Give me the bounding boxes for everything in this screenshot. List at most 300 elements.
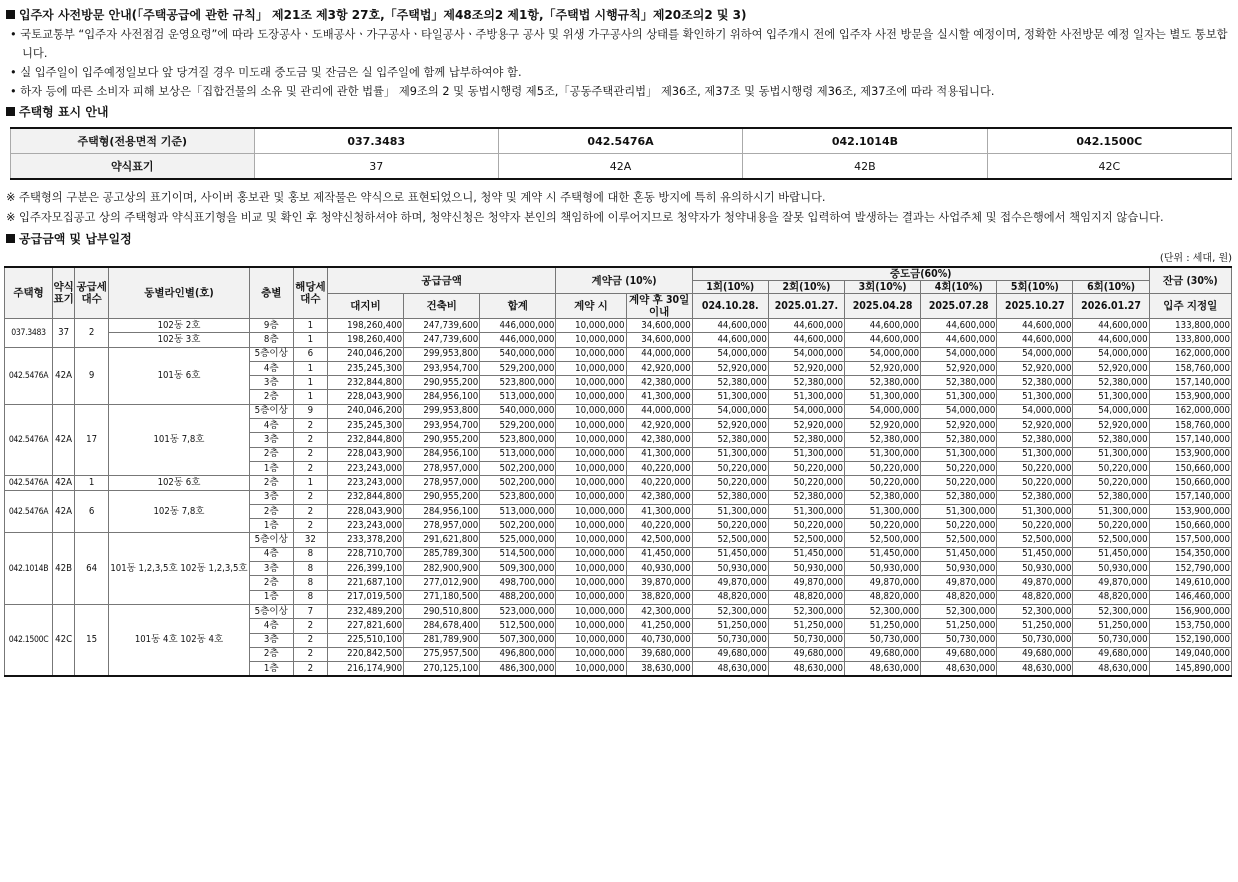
mid-payment-cell: 49,680,000 (1073, 647, 1149, 661)
table-row (5, 333, 1232, 347)
mid-payment-cell: 52,920,000 (997, 419, 1073, 433)
building-cost-cell: 247,739,600 (404, 319, 480, 333)
floor-cell: 9층 (249, 319, 293, 333)
floor-cell: 8층 (249, 333, 293, 347)
mid-payment-cell: 49,870,000 (845, 576, 921, 590)
units-cell: 8 (293, 576, 327, 590)
mid-payment-cell: 50,930,000 (1073, 562, 1149, 576)
col-mid-date-4: 2025.07.28 (921, 294, 997, 319)
building-cost-cell: 299,953,800 (404, 347, 480, 361)
abbr-cell: 42A (498, 154, 742, 180)
type-cell: 042.1014B (743, 128, 987, 154)
units-cell: 2 (293, 433, 327, 447)
mid-payment-cell: 50,220,000 (768, 476, 844, 490)
deposit-at-cell: 10,000,000 (556, 662, 626, 677)
abbr-cell: 42A (53, 476, 75, 490)
total-cell: 446,000,000 (480, 333, 556, 347)
mid-payment-cell: 52,500,000 (768, 533, 844, 547)
table-row (5, 476, 1232, 490)
type-note-1: ※ 주택형의 구분은 공고상의 표기이며, 사이버 홍보관 및 홍보 제작물은 약식으로 표현되었으니, 청약 및 계약 시 주택형에 대한 혼동 방지에 특히 유의하시기 바랍니다. (6, 191, 826, 204)
floor-cell: 2층 (249, 647, 293, 661)
mid-payment-cell: 52,920,000 (692, 419, 768, 433)
supply-cell: 15 (75, 604, 109, 676)
price-section-title: 공급금액 및 납부일정 (6, 230, 1234, 248)
land-cost-cell: 235,245,300 (327, 361, 403, 375)
col-mid-5: 5회(10%) (997, 281, 1073, 294)
deposit-after-cell: 41,300,000 (626, 390, 692, 404)
mid-payment-cell: 51,300,000 (692, 504, 768, 518)
total-cell: 509,300,000 (480, 562, 556, 576)
deposit-at-cell: 10,000,000 (556, 533, 626, 547)
total-cell: 529,200,000 (480, 419, 556, 433)
mid-payment-cell: 52,920,000 (997, 361, 1073, 375)
mid-payment-cell: 52,380,000 (692, 376, 768, 390)
total-cell: 514,500,000 (480, 547, 556, 561)
mid-payment-cell: 51,300,000 (768, 447, 844, 461)
building-cost-cell: 277,012,900 (404, 576, 480, 590)
mid-payment-cell: 52,380,000 (692, 433, 768, 447)
total-cell: 502,200,000 (480, 476, 556, 490)
building-cost-cell: 284,956,100 (404, 447, 480, 461)
mid-payment-cell: 51,450,000 (768, 547, 844, 561)
floor-cell: 3층 (249, 433, 293, 447)
deposit-at-cell: 10,000,000 (556, 347, 626, 361)
building-cost-cell: 275,957,500 (404, 647, 480, 661)
mid-payment-cell: 52,380,000 (768, 376, 844, 390)
mid-payment-cell: 48,820,000 (845, 590, 921, 604)
deposit-after-cell: 41,450,000 (626, 547, 692, 561)
mid-payment-cell: 54,000,000 (768, 404, 844, 418)
floor-cell: 4층 (249, 547, 293, 561)
col-balance-group: 잔금 (30%) (1149, 267, 1231, 294)
abbr-cell: 42B (53, 533, 75, 604)
mid-payment-cell: 52,380,000 (768, 490, 844, 504)
deposit-after-cell: 42,380,000 (626, 433, 692, 447)
total-cell: 446,000,000 (480, 319, 556, 333)
floor-cell: 5층이상 (249, 404, 293, 418)
deposit-at-cell: 10,000,000 (556, 376, 626, 390)
mid-payment-cell: 54,000,000 (692, 404, 768, 418)
mid-payment-cell: 50,730,000 (692, 633, 768, 647)
mid-payment-cell: 51,450,000 (1073, 547, 1149, 561)
deposit-at-cell: 10,000,000 (556, 647, 626, 661)
table-row (5, 490, 1232, 504)
mid-payment-cell: 52,920,000 (921, 361, 997, 375)
floor-cell: 2층 (249, 390, 293, 404)
mid-payment-cell: 52,500,000 (1073, 533, 1149, 547)
type-cell: 042.5476A (498, 128, 742, 154)
mid-payment-cell: 44,600,000 (1073, 319, 1149, 333)
mid-payment-cell: 54,000,000 (997, 404, 1073, 418)
building-cost-cell: 291,621,800 (404, 533, 480, 547)
mid-payment-cell: 52,380,000 (997, 433, 1073, 447)
mid-payment-cell: 50,220,000 (921, 461, 997, 475)
balance-cell: 157,140,000 (1149, 376, 1231, 390)
mid-payment-cell: 52,300,000 (1073, 604, 1149, 618)
mid-payment-cell: 50,730,000 (997, 633, 1073, 647)
mid-payment-cell: 44,600,000 (845, 319, 921, 333)
mid-payment-cell: 51,250,000 (845, 619, 921, 633)
floor-cell: 1층 (249, 461, 293, 475)
mid-payment-cell: 50,730,000 (921, 633, 997, 647)
price-schedule-table (4, 266, 1232, 677)
mid-payment-cell: 44,600,000 (692, 333, 768, 347)
balance-cell: 153,900,000 (1149, 447, 1231, 461)
unit-label: (단위 : 세대, 원) (1159, 253, 1232, 264)
mid-payment-cell: 54,000,000 (921, 347, 997, 361)
building-cost-cell: 282,900,900 (404, 562, 480, 576)
mid-payment-cell: 49,680,000 (997, 647, 1073, 661)
units-cell: 1 (293, 319, 327, 333)
abbr-cell: 42A (53, 490, 75, 533)
balance-cell: 153,900,000 (1149, 390, 1231, 404)
deposit-at-cell: 10,000,000 (556, 633, 626, 647)
col-dep-after: 계약 후 30일 이내 (626, 294, 692, 319)
balance-cell: 153,900,000 (1149, 504, 1231, 518)
mid-payment-cell: 54,000,000 (921, 404, 997, 418)
land-cost-cell: 232,489,200 (327, 604, 403, 618)
header-row-1 (5, 267, 1232, 281)
land-cost-cell: 198,260,400 (327, 333, 403, 347)
balance-cell: 162,000,000 (1149, 404, 1231, 418)
deposit-at-cell: 10,000,000 (556, 333, 626, 347)
mid-payment-cell: 51,300,000 (768, 390, 844, 404)
mid-payment-cell: 50,930,000 (768, 562, 844, 576)
abbr-cell: 42B (743, 154, 987, 180)
visit-section-title: 입주자 사전방문 안내(「주택공급에 관한 규칙」 제21조 제3항 27호,「주택법」제48조의2 제1항,「주택법 시행규칙」제20조의2 및 3) (6, 6, 1234, 24)
mid-payment-cell: 48,630,000 (845, 662, 921, 677)
mid-payment-cell: 51,300,000 (692, 390, 768, 404)
col-total: 합계 (480, 294, 556, 319)
units-cell: 9 (293, 404, 327, 418)
mid-payment-cell: 52,380,000 (845, 490, 921, 504)
mid-payment-cell: 51,300,000 (692, 447, 768, 461)
mid-payment-cell: 52,380,000 (692, 490, 768, 504)
mid-payment-cell: 50,220,000 (1073, 519, 1149, 533)
units-cell: 2 (293, 461, 327, 475)
floor-cell: 3층 (249, 490, 293, 504)
mid-payment-cell: 48,630,000 (997, 662, 1073, 677)
building-cost-cell: 290,955,200 (404, 376, 480, 390)
units-cell: 1 (293, 476, 327, 490)
mid-payment-cell: 48,630,000 (768, 662, 844, 677)
table-row (5, 319, 1232, 333)
line-cell: 101동 4호 102동 4호 (109, 604, 250, 676)
deposit-after-cell: 42,920,000 (626, 419, 692, 433)
mid-payment-cell: 51,450,000 (845, 547, 921, 561)
deposit-after-cell: 39,680,000 (626, 647, 692, 661)
mid-payment-cell: 52,920,000 (1073, 361, 1149, 375)
col-building: 건축비 (404, 294, 480, 319)
mid-payment-cell: 52,920,000 (921, 419, 997, 433)
supply-cell: 1 (75, 476, 109, 490)
type-cell: 037.3483 (5, 319, 53, 348)
mid-payment-cell: 54,000,000 (1073, 404, 1149, 418)
mid-payment-cell: 48,820,000 (1073, 590, 1149, 604)
land-cost-cell: 217,019,500 (327, 590, 403, 604)
land-cost-cell: 221,687,100 (327, 576, 403, 590)
abbr-cell: 37 (53, 319, 75, 348)
mid-payment-cell: 48,820,000 (997, 590, 1073, 604)
deposit-at-cell: 10,000,000 (556, 576, 626, 590)
building-cost-cell: 278,957,000 (404, 476, 480, 490)
units-cell: 7 (293, 604, 327, 618)
deposit-at-cell: 10,000,000 (556, 390, 626, 404)
mid-payment-cell: 50,930,000 (692, 562, 768, 576)
mid-payment-cell: 50,220,000 (692, 519, 768, 533)
mid-payment-cell: 51,450,000 (692, 547, 768, 561)
balance-cell: 146,460,000 (1149, 590, 1231, 604)
units-cell: 2 (293, 633, 327, 647)
mid-payment-cell: 44,600,000 (997, 319, 1073, 333)
table-row (5, 404, 1232, 418)
land-cost-cell: 225,510,100 (327, 633, 403, 647)
deposit-at-cell: 10,000,000 (556, 519, 626, 533)
mid-payment-cell: 52,500,000 (845, 533, 921, 547)
mid-payment-cell: 51,300,000 (997, 447, 1073, 461)
total-cell: 523,800,000 (480, 490, 556, 504)
col-floor: 층별 (249, 267, 293, 319)
mid-payment-cell: 52,300,000 (997, 604, 1073, 618)
price-table-body (5, 319, 1232, 677)
type-row (11, 128, 1232, 154)
mid-payment-cell: 49,680,000 (921, 647, 997, 661)
total-cell: 540,000,000 (480, 347, 556, 361)
type-cell: 042.1500C (987, 128, 1231, 154)
units-cell: 2 (293, 504, 327, 518)
mid-payment-cell: 52,920,000 (1073, 419, 1149, 433)
total-cell: 523,800,000 (480, 433, 556, 447)
type-cell: 042.1014B (5, 533, 53, 604)
building-cost-cell: 271,180,500 (404, 590, 480, 604)
building-cost-cell: 285,789,300 (404, 547, 480, 561)
total-cell: 507,300,000 (480, 633, 556, 647)
total-cell: 513,000,000 (480, 447, 556, 461)
deposit-after-cell: 44,000,000 (626, 347, 692, 361)
mid-payment-cell: 52,920,000 (768, 419, 844, 433)
mid-payment-cell: 51,300,000 (997, 504, 1073, 518)
floor-cell: 5층이상 (249, 604, 293, 618)
balance-cell: 154,350,000 (1149, 547, 1231, 561)
building-cost-cell: 290,510,800 (404, 604, 480, 618)
mid-payment-cell: 51,300,000 (1073, 504, 1149, 518)
total-cell: 502,200,000 (480, 461, 556, 475)
deposit-at-cell: 10,000,000 (556, 361, 626, 375)
col-line: 동별라인별(호) (109, 267, 250, 319)
land-cost-cell: 232,844,800 (327, 490, 403, 504)
col-mid-4: 4회(10%) (921, 281, 997, 294)
mid-payment-cell: 50,930,000 (845, 562, 921, 576)
supply-cell: 2 (75, 319, 109, 348)
deposit-after-cell: 34,600,000 (626, 333, 692, 347)
mid-payment-cell: 50,220,000 (768, 519, 844, 533)
col-type: 주택형 (5, 267, 53, 319)
mid-payment-cell: 50,730,000 (768, 633, 844, 647)
supply-cell: 9 (75, 347, 109, 404)
mid-payment-cell: 52,380,000 (997, 376, 1073, 390)
deposit-at-cell: 10,000,000 (556, 504, 626, 518)
deposit-after-cell: 40,930,000 (626, 562, 692, 576)
total-cell: 529,200,000 (480, 361, 556, 375)
total-cell: 513,000,000 (480, 504, 556, 518)
mid-payment-cell: 51,300,000 (921, 504, 997, 518)
abbr-cell: 37 (254, 154, 498, 180)
line-cell: 102동 3호 (109, 333, 250, 347)
deposit-after-cell: 40,730,000 (626, 633, 692, 647)
land-cost-cell: 228,710,700 (327, 547, 403, 561)
mid-payment-cell: 51,450,000 (921, 547, 997, 561)
deposit-after-cell: 44,000,000 (626, 404, 692, 418)
mid-payment-cell: 54,000,000 (692, 347, 768, 361)
mid-payment-cell: 49,680,000 (768, 647, 844, 661)
mid-payment-cell: 50,220,000 (921, 476, 997, 490)
building-cost-cell: 270,125,100 (404, 662, 480, 677)
deposit-at-cell: 10,000,000 (556, 447, 626, 461)
mid-payment-cell: 44,600,000 (692, 319, 768, 333)
units-cell: 8 (293, 562, 327, 576)
mid-payment-cell: 52,500,000 (692, 533, 768, 547)
mid-payment-cell: 52,380,000 (1073, 376, 1149, 390)
table-row (5, 604, 1232, 618)
abbr-cell: 42A (53, 347, 75, 404)
deposit-at-cell: 10,000,000 (556, 590, 626, 604)
mid-payment-cell: 44,600,000 (768, 333, 844, 347)
mid-payment-cell: 52,380,000 (1073, 490, 1149, 504)
mid-payment-cell: 50,220,000 (845, 476, 921, 490)
balance-cell: 162,000,000 (1149, 347, 1231, 361)
type-cell: 042.5476A (5, 404, 53, 475)
land-cost-cell: 223,243,000 (327, 461, 403, 475)
abbr-cell: 42C (53, 604, 75, 676)
land-cost-cell: 223,243,000 (327, 476, 403, 490)
type-cell: 042.1500C (5, 604, 53, 676)
building-cost-cell: 284,956,100 (404, 390, 480, 404)
mid-payment-cell: 51,250,000 (692, 619, 768, 633)
mid-payment-cell: 44,600,000 (997, 333, 1073, 347)
balance-cell: 149,040,000 (1149, 647, 1231, 661)
col-mid-date-2: 2025.01.27. (768, 294, 844, 319)
type-cell: 042.5476A (5, 490, 53, 533)
mid-payment-cell: 50,220,000 (768, 461, 844, 475)
mid-payment-cell: 49,680,000 (845, 647, 921, 661)
balance-cell: 158,760,000 (1149, 419, 1231, 433)
deposit-at-cell: 10,000,000 (556, 619, 626, 633)
abbr-row-header: 약식표기 (11, 154, 255, 180)
mid-payment-cell: 51,300,000 (921, 447, 997, 461)
abbr-cell: 42A (53, 404, 75, 475)
deposit-at-cell: 10,000,000 (556, 490, 626, 504)
mid-payment-cell: 52,500,000 (921, 533, 997, 547)
col-supply-units: 공급세대수 (75, 267, 109, 319)
total-cell: 486,300,000 (480, 662, 556, 677)
mid-payment-cell: 48,630,000 (921, 662, 997, 677)
units-cell: 2 (293, 619, 327, 633)
balance-cell: 157,140,000 (1149, 490, 1231, 504)
land-cost-cell: 233,378,200 (327, 533, 403, 547)
mid-payment-cell: 52,380,000 (768, 433, 844, 447)
balance-cell: 157,500,000 (1149, 533, 1231, 547)
mid-payment-cell: 54,000,000 (768, 347, 844, 361)
mid-payment-cell: 52,380,000 (845, 433, 921, 447)
floor-cell: 5층이상 (249, 533, 293, 547)
mid-payment-cell: 52,300,000 (921, 604, 997, 618)
mid-payment-cell: 54,000,000 (845, 404, 921, 418)
floor-cell: 1층 (249, 590, 293, 604)
col-mid-3: 3회(10%) (845, 281, 921, 294)
mid-payment-cell: 50,220,000 (845, 519, 921, 533)
balance-cell: 150,660,000 (1149, 519, 1231, 533)
mid-payment-cell: 48,820,000 (768, 590, 844, 604)
units-cell: 2 (293, 490, 327, 504)
units-cell: 6 (293, 347, 327, 361)
mid-payment-cell: 49,870,000 (997, 576, 1073, 590)
mid-payment-cell: 44,600,000 (845, 333, 921, 347)
line-cell: 102동 6호 (109, 476, 250, 490)
deposit-after-cell: 40,220,000 (626, 519, 692, 533)
units-cell: 2 (293, 662, 327, 677)
square-bullet-icon (6, 107, 15, 116)
deposit-after-cell: 38,820,000 (626, 590, 692, 604)
balance-cell: 152,790,000 (1149, 562, 1231, 576)
building-cost-cell: 290,955,200 (404, 433, 480, 447)
mid-payment-cell: 51,300,000 (997, 390, 1073, 404)
type-cell: 042.5476A (5, 476, 53, 490)
land-cost-cell: 223,243,000 (327, 519, 403, 533)
mid-payment-cell: 51,250,000 (768, 619, 844, 633)
type-row-header: 주택형(전용면적 기준) (11, 128, 255, 154)
mid-payment-cell: 50,220,000 (1073, 461, 1149, 475)
mid-payment-cell: 51,300,000 (845, 504, 921, 518)
floor-cell: 4층 (249, 619, 293, 633)
line-cell: 101동 7,8호 (109, 404, 250, 475)
deposit-at-cell: 10,000,000 (556, 547, 626, 561)
balance-cell: 145,890,000 (1149, 662, 1231, 677)
land-cost-cell: 232,844,800 (327, 376, 403, 390)
balance-cell: 133,800,000 (1149, 319, 1231, 333)
mid-payment-cell: 48,630,000 (692, 662, 768, 677)
building-cost-cell: 284,956,100 (404, 504, 480, 518)
floor-cell: 2층 (249, 447, 293, 461)
col-mid-date-5: 2025.10.27 (997, 294, 1073, 319)
mid-payment-cell: 52,920,000 (768, 361, 844, 375)
mid-payment-cell: 52,380,000 (997, 490, 1073, 504)
col-mid-group: 중도금(60%) (692, 267, 1149, 281)
land-cost-cell: 227,821,600 (327, 619, 403, 633)
building-cost-cell: 278,957,000 (404, 461, 480, 475)
mid-payment-cell: 52,380,000 (845, 376, 921, 390)
col-mid-date-3: 2025.04.28 (845, 294, 921, 319)
col-units: 해당세대수 (293, 267, 327, 319)
land-cost-cell: 228,043,900 (327, 390, 403, 404)
mid-payment-cell: 49,870,000 (768, 576, 844, 590)
units-cell: 32 (293, 533, 327, 547)
balance-cell: 158,760,000 (1149, 361, 1231, 375)
balance-cell: 149,610,000 (1149, 576, 1231, 590)
type-section-title: 주택형 표시 안내 (6, 103, 1234, 121)
mid-payment-cell: 52,300,000 (692, 604, 768, 618)
mid-payment-cell: 54,000,000 (1073, 347, 1149, 361)
deposit-at-cell: 10,000,000 (556, 604, 626, 618)
total-cell: 512,500,000 (480, 619, 556, 633)
deposit-after-cell: 41,300,000 (626, 447, 692, 461)
housing-type-table (10, 127, 1232, 180)
land-cost-cell: 198,260,400 (327, 319, 403, 333)
balance-cell: 152,190,000 (1149, 633, 1231, 647)
mid-payment-cell: 50,730,000 (845, 633, 921, 647)
total-cell: 488,200,000 (480, 590, 556, 604)
units-cell: 2 (293, 647, 327, 661)
mid-payment-cell: 52,380,000 (1073, 433, 1149, 447)
